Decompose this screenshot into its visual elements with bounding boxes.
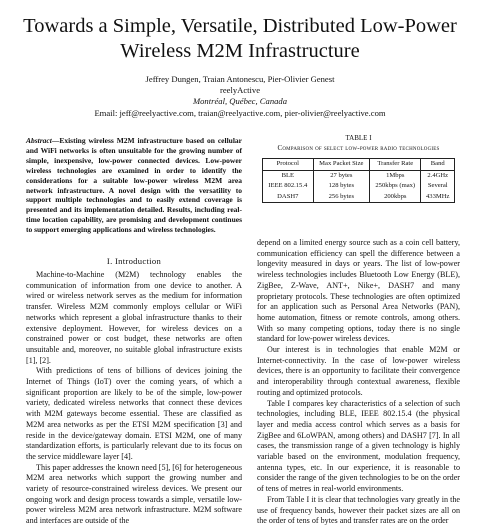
author-location: Montréal, Québec, Canada (192, 96, 288, 107)
table-cell: 2.4GHz (421, 170, 455, 181)
table-cell: 128 bytes (313, 181, 369, 192)
table-cell: 27 bytes (313, 170, 369, 181)
intro-paragraph: Machine-to-Machine (M2M) technology enables the communication of information from one device to another. A wired or wireless network serves as the medium for information transfer. Wireless M2M commonly employs cellular or WiFi networks which represent a global infrastructure thanks to their extensive deployment. However, for wireless devices on a constrained power or cost budget, these networks are often unsuitable and, moreover, no suitable global infrastructure exists [1], [2]. (26, 270, 242, 365)
table-header-row (263, 159, 455, 171)
intro-paragraph: With predictions of tens of billions of devices joining the Internet of Things (IoT) over the coming years, of which a significant proportion are likely to be of the simple, low-power variety, dedicated wireless networks that connect these devices with M2M gateways become essential. These are classified as M2M area networks as per the ETSI M2M specification [3] and reside in the device/gateway domain. ETSI M2M, one of many standardization efforts, is particularly relevant due to its focus on the service middleware layer [4]. (26, 366, 242, 461)
body-paragraph: Table I compares key characteristics of a selection of such technologies, including BLE, IEEE 802.15.4 (the physical layer and media access control which serves as a basis for ZigBee and 6LoWPAN, among others) and DASH7 [7]. In all cases, the transmission range of a given technology is highly variable based on the environment, modulation frequency, antenna types, etc. In our experience, it is reasonable to consider the range of the given technologies to be on the order of tens of metres in real-world environments. (257, 398, 460, 494)
abstract-label: Abstract (26, 136, 52, 145)
table-row (263, 192, 455, 203)
body-paragraph: Our interest is in technologies that enable M2M or Internet-connectivity. In the case of low-power wireless devices, there is an opportunity to facilitate their convergence and interoperability through contextual awareness, flexible routing and optimized protocols. (257, 345, 460, 397)
table-cell: IEEE 802.15.4 (263, 181, 314, 192)
table-cell: Several (421, 181, 455, 192)
author-email: Email: jeff@reelyactive.com, traian@reelyactive.com, pier-olivier@reelyactive.com (94, 107, 386, 118)
table-cell: 256 bytes (313, 192, 369, 203)
body-paragraph: depend on a limited energy source such as a coin cell battery, communication efficiency can spell the difference between a longevity measured in days or years. The list of low-power wireless technologies includes Bluetooth Low Energy (BLE), ZigBee, Z-Wave, ANT+, Nike+, DASH7 and many proprietary protocols. These technologies are often optimized for an application such as Personal Area Networks (PAN), home automation, fitness or remote controls, among others. With so many competing options, today there is no single standard for low-power wireless devices. (257, 238, 460, 344)
right-column-body (257, 238, 460, 527)
table-row (263, 181, 455, 192)
table-cell: 433MHz (421, 192, 455, 203)
table-cell: 1Mbps (370, 170, 421, 181)
paper-title: Towards a Simple, Versatile, Distributed Low-Power Wireless M2M Infrastructure (23, 15, 457, 62)
body-paragraph: From Table I it is clear that technologies vary greatly in the use of frequency bands, however their packet sizes are all on the order of tens of bytes and transfer rates are on the order (257, 494, 460, 526)
table-caption-text: Comparison of select low-power radio technologies (277, 143, 440, 152)
table-cell: DASH7 (263, 192, 314, 203)
table-cell: 250kbps (max) (370, 181, 421, 192)
table-cell: BLE (263, 170, 314, 181)
intro-body (26, 270, 242, 527)
table-cell: 200kbps (370, 192, 421, 203)
author-block (40, 74, 440, 119)
table-number: TABLE I (345, 134, 372, 142)
table-row (263, 170, 455, 181)
author-names: Jeffrey Dungen, Traian Antonescu, Pier-Olivier Genest (145, 74, 335, 84)
table-header-cell: Band (421, 159, 455, 171)
table-caption (257, 134, 460, 153)
abstract (26, 136, 242, 235)
abstract-text: —Existing wireless M2M infrastructure based on cellular and WiFi networks is often unsuitable for the growing number of simple, inexpensive, low-power connected devices. Low-power wireless technologies are examined in order to identify the considerations for a suitable low-power wireless M2M area network infrastructure. A novel design with the versatility to support multiple technologies and to easily extend coverage is presented and its implementation detailed. Results, including real-time location capability, are promising and development continues to support emerging applications and wireless technologies. (26, 136, 242, 235)
table-header-cell: Transfer Rate (370, 159, 421, 171)
author-affiliation: reelyActive (219, 85, 261, 96)
section-heading: I. Introduction (106, 256, 162, 266)
table-header-cell: Protocol (263, 159, 314, 171)
intro-paragraph: This paper addresses the known need [5], [6] for heterogeneous M2M area networks which support the growing number and variety of resource-constrained wireless devices. We present our ongoing work and design process towards a simple, versatile low-power wireless M2M area network infrastructure. M2M software and interfaces are outside of the (26, 462, 242, 526)
comparison-table (262, 158, 455, 203)
table-header-cell: Max Packet Size (313, 159, 369, 171)
